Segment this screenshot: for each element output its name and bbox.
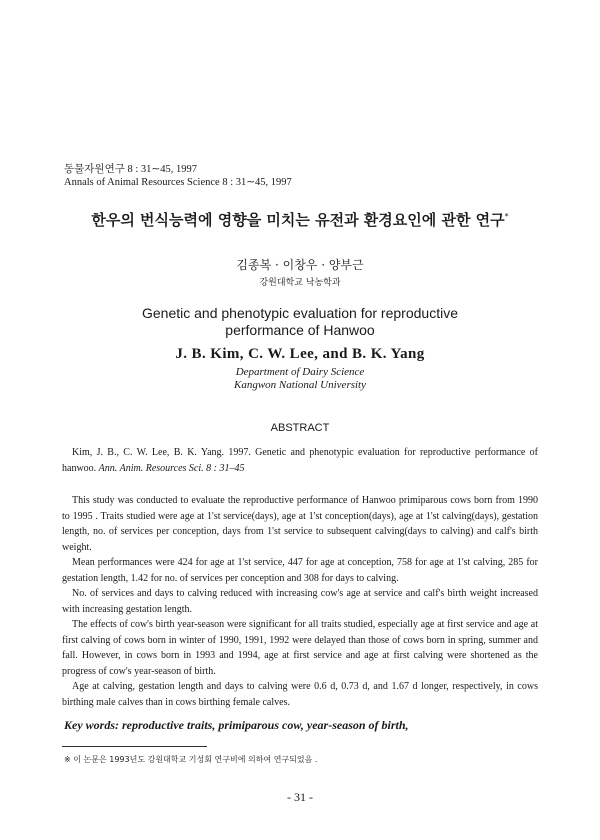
citation-text: Kim, J. B., C. W. Lee, B. K. Yang. 1997. Genetic and phenotypic evaluation for reproductive performance of hanwoo. <box>62 447 538 474</box>
title-ko-text: 한우의 번식능력에 영향을 미치는 유전과 환경요인에 관한 연구 <box>91 211 505 229</box>
footnote-divider <box>62 746 207 747</box>
keywords: Key words: reproductive traits, primiparous cow, year-season of birth, <box>64 718 409 732</box>
abstract-paragraph: No. of services and days to calving reduced with increasing cow's age at service and calf's birth weight increased with increasing gestation length. <box>62 588 538 615</box>
footnote: ※ 이 논문은 1993년도 강원대학교 기성회 연구비에 의하여 연구되었음 . <box>64 755 318 764</box>
journal-header-ko: 동물자원연구 8 : 31∼45, 1997 <box>64 164 197 175</box>
journal-header-en: Annals of Animal Resources Science 8 : 31∼45, 1997 <box>64 177 292 188</box>
department: Department of Dairy Science <box>235 366 365 378</box>
paper-title-ko <box>0 209 600 230</box>
affiliation-en <box>0 366 600 392</box>
abstract-paragraph: Age at calving, gestation length and days to calving were 0.6 d, 0.73 d, and 1.67 d longer, respectively, in cows birthing male calves than in cows birthing female calves. <box>62 681 538 708</box>
title-en-line-1: Genetic and phenotypic evaluation for reproductive <box>142 305 458 321</box>
abstract-paragraph: The effects of cow's birth year-season were significant for all traits studied, especially age at first service and age at first calving of cows born in winter of 1990, 1991, 1992 were delayed than those of cows born in spring, summer and fall. However, in cows born in 1993 and 1994, age at first service and age at first calving were shortened as the progress of cow's year-season of birth. <box>62 619 538 677</box>
abstract-paragraph: This study was conducted to evaluate the reproductive performance of Hanwoo primiparous cows born from 1990 to 1995 . Traits studied were age at 1'st service(days), age at 1'st conception(days), age at 1'st calving(days), gestation length, no. of services per conception, days from 1'st service to subsequent calving(days to calving) and calf's birth weight. <box>62 495 538 553</box>
authors-en: J. B. Kim, C. W. Lee, and B. K. Yang <box>175 346 425 362</box>
authors-ko: 김종복 · 이창우 · 양부근 <box>236 258 364 272</box>
title-en-line-2: performance of Hanwoo <box>225 322 375 338</box>
title-ko-footnote-mark: * <box>504 212 509 221</box>
paper-title-en <box>0 305 600 339</box>
university: Kangwon National University <box>234 379 366 391</box>
page-number: - 31 - <box>287 790 313 804</box>
citation <box>62 445 538 476</box>
abstract-body <box>62 493 538 710</box>
affiliation-ko: 강원대학교 낙농학과 <box>259 278 341 288</box>
abstract-paragraph: Mean performances were 424 for age at 1'st service, 447 for age at conception, 758 for age at 1'st calving, 285 for gestation length, 1.42 for no. of services per conception and 308 for days to calving. <box>62 557 538 584</box>
abstract-heading: ABSTRACT <box>270 422 330 434</box>
citation-journal: Ann. Anim. Resources Sci. 8 : 31–45 <box>98 462 245 474</box>
